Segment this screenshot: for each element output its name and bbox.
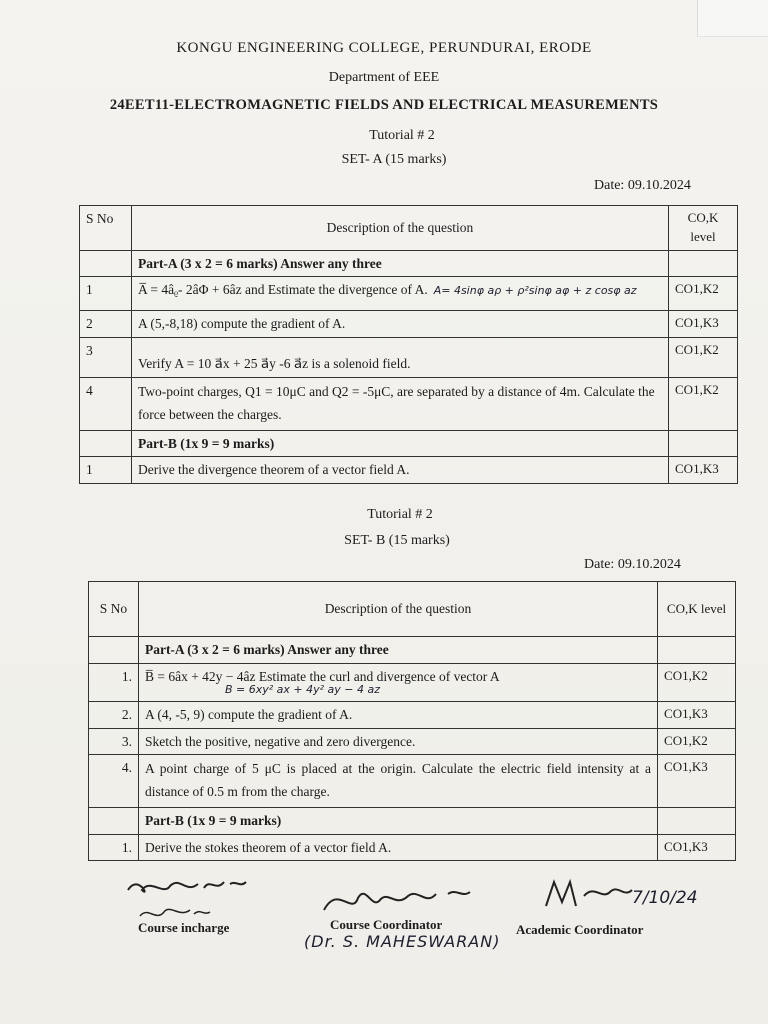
table-row — [80, 457, 738, 484]
part-b-label: Part-B (1x 9 = 9 marks) — [138, 808, 657, 835]
row-number: 1 — [80, 457, 132, 484]
table-header-row — [80, 206, 738, 251]
set-b-table — [88, 581, 736, 861]
set-a-table — [79, 205, 738, 484]
part-b-header-row — [89, 808, 736, 835]
part-a-label: Part-A (3 x 2 = 6 marks) Answer any three — [131, 250, 668, 277]
question-text: Derive the stokes theorem of a vector field A. — [138, 834, 657, 861]
row-number: 1. — [89, 834, 139, 861]
row-number: 1. — [89, 663, 139, 702]
question-text: A (5,-8,18) compute the gradient of A. — [131, 311, 668, 338]
col-co-header: CO,K level — [658, 582, 736, 637]
col-sno-header: S No — [89, 582, 139, 637]
row-number: 4. — [89, 755, 139, 808]
co-level: CO1,K3 — [669, 311, 738, 338]
row-number: 2. — [89, 702, 139, 729]
co-level: CO1,K2 — [669, 337, 738, 377]
table-row — [80, 377, 738, 430]
page-fold — [697, 0, 768, 37]
table-row — [80, 277, 738, 311]
table-row — [89, 728, 736, 755]
question-text: Sketch the positive, negative and zero divergence. — [138, 728, 657, 755]
question-1-text: A̅ = 4âᵨ- 2âΦ + 6âz and Estimate the divergence of A. — [137, 282, 428, 298]
col-desc-header: Description of the question — [131, 206, 668, 251]
academic-coordinator-label: Academic Coordinator — [516, 922, 644, 937]
row-number: 3 — [80, 337, 132, 377]
row-number: 1 — [80, 277, 132, 311]
co-level: CO1,K2 — [658, 663, 736, 702]
row-number: 4 — [80, 377, 132, 430]
signature-date: 7/10/24 — [632, 888, 698, 908]
co-level: CO1,K3 — [669, 457, 738, 484]
course-coordinator-label: Course Coordinator — [330, 917, 443, 932]
set-b-tutorial: Tutorial # 2 — [367, 507, 433, 522]
incharge-signature — [120, 868, 260, 928]
handwritten-note: A= 4sinφ aρ + ρ²sinφ aφ + z cosφ az — [433, 284, 637, 298]
set-a-date: Date: 09.10.2024 — [594, 178, 691, 193]
course-title: 24EET11-ELECTROMAGNETIC FIELDS AND ELECTRICAL MEASUREMENTS — [109, 97, 659, 113]
part-a-header-row — [80, 250, 738, 277]
part-a-label: Part-A (3 x 2 = 6 marks) Answer any three — [138, 637, 657, 664]
question-text: A point charge of 5 μC is placed at the origin. Calculate the electric field intensity at a distance of 0.5 m from the charge. — [138, 755, 657, 808]
table-row — [89, 702, 736, 729]
co-level: CO1,K2 — [658, 728, 736, 755]
set-a-title: SET- A (15 marks) — [341, 152, 447, 167]
question-1-text: B̅ = 6âx + 42y − 4âz Estimate the curl and divergence of vector A — [144, 668, 500, 684]
question-text — [138, 663, 657, 702]
co-level: CO1,K2 — [669, 277, 738, 311]
question-text — [131, 277, 668, 311]
question-text: Verify A = 10 a⃗x + 25 a⃗y -6 a⃗z is a solenoid field. — [131, 337, 668, 377]
row-number: 3. — [89, 728, 139, 755]
institution-name: KONGU ENGINEERING COLLEGE, PERUNDURAI, ERODE — [176, 40, 592, 56]
table-row — [80, 311, 738, 338]
table-header-row — [89, 582, 736, 637]
part-b-label: Part-B (1x 9 = 9 marks) — [131, 430, 668, 457]
table-row — [89, 755, 736, 808]
set-b-date: Date: 09.10.2024 — [584, 557, 681, 572]
course-incharge-label: Course incharge — [138, 920, 230, 935]
question-text: Two-point charges, Q1 = 10μC and Q2 = -5μC, are separated by a distance of 4m. Calculate the force between the charges. — [131, 377, 668, 430]
department-name: Department of EEE — [328, 70, 440, 85]
co-level: CO1,K3 — [658, 834, 736, 861]
col-co-header: CO,K level — [669, 206, 738, 251]
col-sno-header: S No — [80, 206, 132, 251]
col-desc-header: Description of the question — [138, 582, 657, 637]
handwritten-note: B = 6xy² ax + 4y² ay − 4 az — [224, 683, 380, 697]
question-text: Derive the divergence theorem of a vector field A. — [131, 457, 668, 484]
row-number: 2 — [80, 311, 132, 338]
table-row — [89, 663, 736, 702]
part-a-header-row — [89, 637, 736, 664]
set-a-tutorial: Tutorial # 2 — [369, 128, 435, 143]
part-b-header-row — [80, 430, 738, 457]
co-level: CO1,K3 — [658, 702, 736, 729]
table-row — [89, 834, 736, 861]
co-level: CO1,K2 — [669, 377, 738, 430]
co-level: CO1,K3 — [658, 755, 736, 808]
table-row — [80, 337, 738, 377]
question-text: A (4, -5, 9) compute the gradient of A. — [138, 702, 657, 729]
coordinator-name: (Dr. S. MAHESWARAN) — [304, 932, 501, 951]
set-b-title: SET- B (15 marks) — [344, 533, 450, 548]
